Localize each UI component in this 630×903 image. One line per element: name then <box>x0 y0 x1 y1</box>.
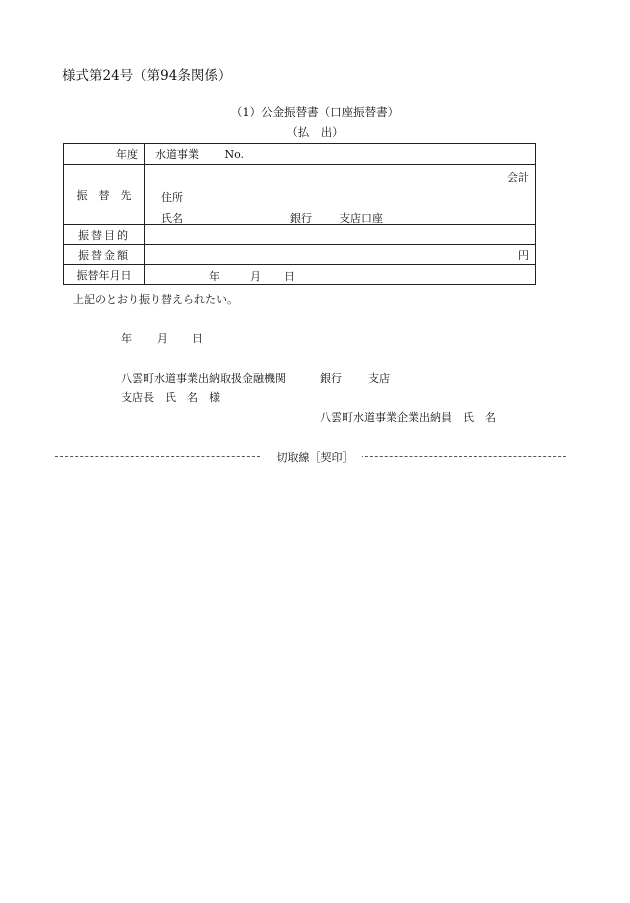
date-year-label: 年 <box>121 332 132 345</box>
payee-row <box>64 165 536 225</box>
addressee-branch-label: 支店 <box>368 372 390 385</box>
purpose-row <box>64 225 536 245</box>
transfer-date-value-cell <box>145 265 536 285</box>
sender-line: 八雲町水道事業企業出納員 氏 名 <box>320 411 496 424</box>
name-label: 氏名 <box>161 212 183 225</box>
fiscal-year-value-cell <box>145 144 536 165</box>
business-name: 水道事業 <box>155 148 199 161</box>
transfer-date-label: 振替年月日 <box>64 265 145 285</box>
payee-label: 振 替 先 <box>64 165 145 225</box>
cut-line-label-wrap <box>0 449 630 465</box>
transfer-year-label: 年 <box>209 270 220 283</box>
purpose-label: 振替目的 <box>64 225 145 245</box>
amount-label: 振替金額 <box>64 245 145 265</box>
document-title: （1）公金振替書（口座振替書） <box>230 105 400 119</box>
purpose-value-cell <box>145 225 536 245</box>
fiscal-year-label: 年度 <box>64 144 145 165</box>
address-label: 住所 <box>161 191 183 204</box>
bank-label: 銀行 <box>290 212 312 225</box>
date-day-label: 日 <box>192 332 203 345</box>
document-subtitle: （払 出） <box>286 125 344 139</box>
account-label: 会計 <box>507 171 529 184</box>
transfer-date-row <box>64 265 536 285</box>
amount-value-cell <box>145 245 536 265</box>
amount-row <box>64 245 536 265</box>
branch-manager-line: 支店長 氏 名 様 <box>121 391 220 404</box>
date-month-label: 月 <box>157 332 168 345</box>
cut-line-label: 切取線［契印］ <box>269 451 362 464</box>
number-label: No. <box>224 148 245 161</box>
payee-value-cell <box>145 165 536 225</box>
transfer-form-table <box>63 143 536 285</box>
yen-label: 円 <box>518 248 529 262</box>
transfer-month-label: 月 <box>250 270 261 283</box>
fiscal-year-row <box>64 144 536 165</box>
addressee-bank-label: 銀行 <box>320 372 342 385</box>
form-number: 様式第24号（第94条関係） <box>62 68 232 84</box>
transfer-day-label: 日 <box>284 270 295 283</box>
branch-account-label: 支店口座 <box>339 212 383 225</box>
financial-institution-name: 八雲町水道事業出納取扱金融機関 <box>121 372 286 385</box>
request-note: 上記のとおり振り替えられたい。 <box>73 293 238 306</box>
